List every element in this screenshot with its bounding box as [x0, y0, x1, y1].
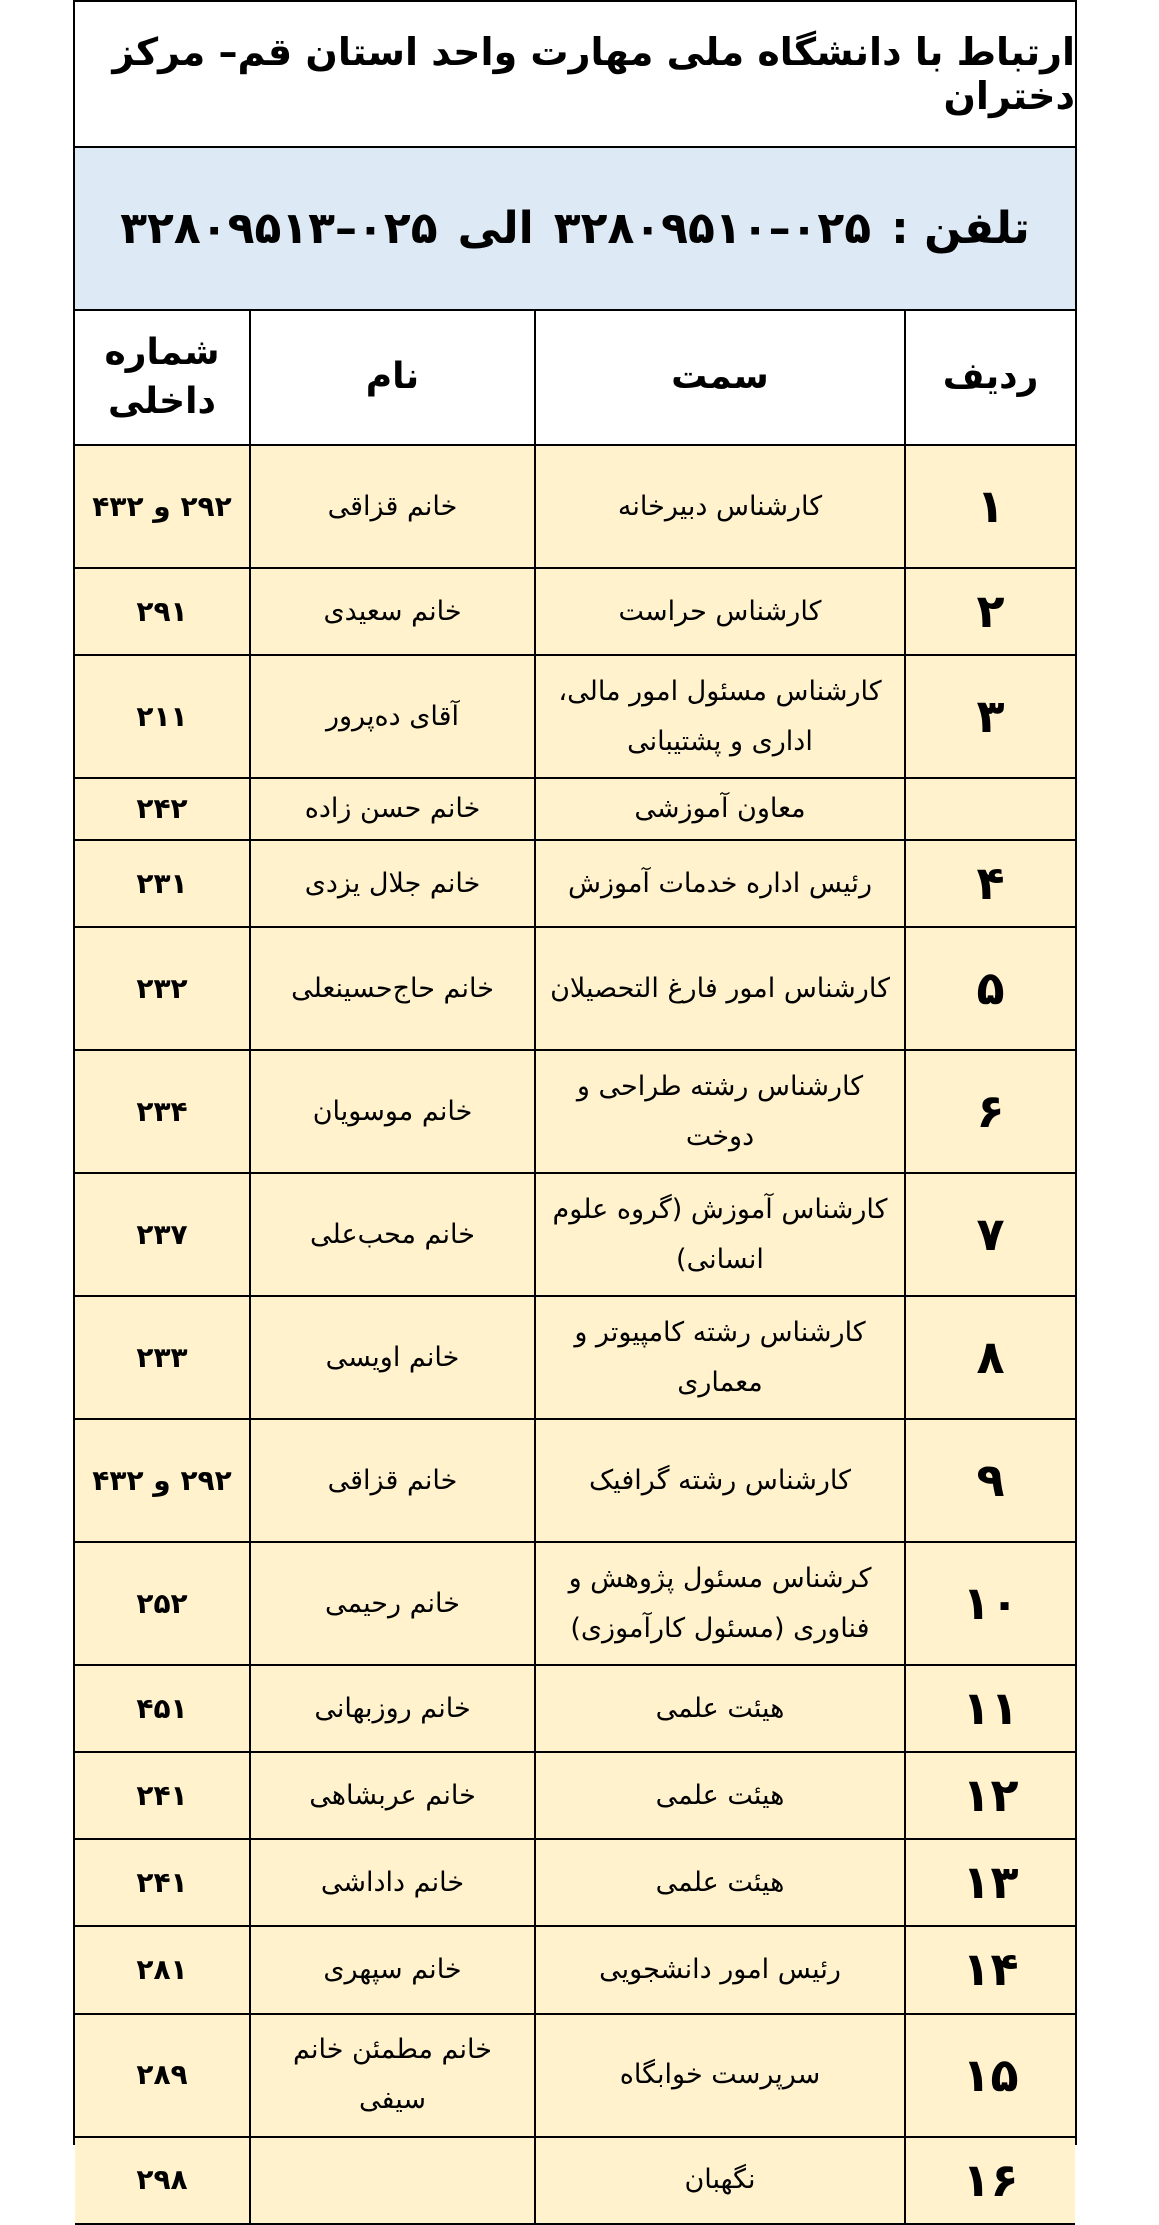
phone-from: ۰۲۵–۳۲۸۰۹۵۱۰ [553, 203, 872, 254]
row-name: خانم رحیمی [250, 1542, 535, 1665]
header-position: سمت [535, 311, 905, 445]
row-name: خانم حاج‌حسینعلی [250, 927, 535, 1050]
table-row [75, 568, 1075, 655]
row-position: کارشناس رشته گرافیک [535, 1419, 905, 1542]
row-name: خانم داداشی [250, 1839, 535, 1926]
row-extension: ۲۳۱ [75, 840, 250, 927]
row-number: ۱۰ [905, 1542, 1075, 1665]
table-row [75, 2014, 1075, 2137]
row-name: خانم اویسی [250, 1296, 535, 1419]
row-position: هیئت علمی [535, 1752, 905, 1839]
row-position: کارشناس امور فارغ التحصیلان [535, 927, 905, 1050]
row-name: خانم قزاقی [250, 1419, 535, 1542]
table-row [75, 655, 1075, 778]
row-extension: ۲۴۱ [75, 1752, 250, 1839]
table-row [75, 1050, 1075, 1173]
table-row [75, 840, 1075, 927]
phone-banner [75, 148, 1075, 311]
row-number: ۴ [905, 840, 1075, 927]
row-position: کارشناس آموزش (گروه علوم انسانی) [535, 1173, 905, 1296]
table-row [75, 1173, 1075, 1296]
row-extension: ۲۹۱ [75, 568, 250, 655]
contacts-table [75, 311, 1075, 2225]
row-position: کارشناس دبیرخانه [535, 445, 905, 568]
row-name: خانم محب‌علی [250, 1173, 535, 1296]
row-position: رئیس امور دانشجویی [535, 1926, 905, 2013]
row-position: رئیس اداره خدمات آموزش [535, 840, 905, 927]
row-extension: ۲۳۲ [75, 927, 250, 1050]
row-number: ۵ [905, 927, 1075, 1050]
row-name: خانم عربشاهی [250, 1752, 535, 1839]
row-number: ۱۳ [905, 1839, 1075, 1926]
row-extension: ۲۹۲ و ۴۳۲ [75, 445, 250, 568]
row-number: ۳ [905, 655, 1075, 778]
table-row [75, 1419, 1075, 1542]
table-row [75, 1752, 1075, 1839]
header-extension: شماره داخلی [75, 311, 250, 445]
row-number: ۱۵ [905, 2014, 1075, 2137]
row-number: ۱۴ [905, 1926, 1075, 2013]
row-number: ۲ [905, 568, 1075, 655]
row-name: خانم روزبهانی [250, 1665, 535, 1752]
row-position: کارشناس رشته طراحی و دوخت [535, 1050, 905, 1173]
row-extension: ۲۱۱ [75, 655, 250, 778]
row-number: ۹ [905, 1419, 1075, 1542]
row-number: ۷ [905, 1173, 1075, 1296]
row-position: سرپرست خوابگاه [535, 2014, 905, 2137]
row-position: کارشناس مسئول امور مالی، اداری و پشتیبانی [535, 655, 905, 778]
row-number: ۱۱ [905, 1665, 1075, 1752]
row-name: آقای ده‌پرور [250, 655, 535, 778]
table-row [75, 778, 1075, 840]
row-number: ۱ [905, 445, 1075, 568]
row-name: خانم سعیدی [250, 568, 535, 655]
row-extension: ۲۵۲ [75, 1542, 250, 1665]
row-extension: ۲۳۳ [75, 1296, 250, 1419]
row-position: کارشناس حراست [535, 568, 905, 655]
row-position: کرشناس مسئول پژوهش و فناوری (مسئول کارآموزی) [535, 1542, 905, 1665]
row-name [250, 2137, 535, 2224]
table-row [75, 1926, 1075, 2013]
row-position: کارشناس رشته کامپیوتر و معماری [535, 1296, 905, 1419]
row-extension: ۲۸۱ [75, 1926, 250, 2013]
row-extension: ۲۴۲ [75, 778, 250, 840]
row-number: ۶ [905, 1050, 1075, 1173]
row-extension: ۴۵۱ [75, 1665, 250, 1752]
row-number: ۸ [905, 1296, 1075, 1419]
table-row [75, 1296, 1075, 1419]
phone-to: ۰۲۵–۳۲۸۰۹۵۱۳ [120, 203, 438, 254]
row-name: خانم مطمئن خانم سیفی [250, 2014, 535, 2137]
row-number: ۱۶ [905, 2137, 1075, 2224]
row-number: ۱۲ [905, 1752, 1075, 1839]
row-position: هیئت علمی [535, 1665, 905, 1752]
page-title: ارتباط با دانشگاه ملی مهارت واحد استان قم– مرکز دختران [75, 2, 1075, 148]
table-header-row [75, 311, 1075, 445]
table-row [75, 1665, 1075, 1752]
row-number [905, 778, 1075, 840]
contact-sheet [73, 0, 1077, 2207]
row-extension: ۲۹۲ و ۴۳۲ [75, 1419, 250, 1542]
table-row [75, 2137, 1075, 2224]
row-extension: ۲۴۱ [75, 1839, 250, 1926]
row-extension: ۲۳۴ [75, 1050, 250, 1173]
phone-to-word: الی [457, 203, 534, 254]
row-name: خانم جلال یزدی [250, 840, 535, 927]
header-row-number: ردیف [905, 311, 1075, 445]
row-name: خانم سپهری [250, 1926, 535, 2013]
row-extension: ۲۳۷ [75, 1173, 250, 1296]
row-name: خانم قزاقی [250, 445, 535, 568]
row-extension: ۲۸۹ [75, 2014, 250, 2137]
row-position: نگهبان [535, 2137, 905, 2224]
row-name: خانم موسویان [250, 1050, 535, 1173]
row-extension: ۲۹۸ [75, 2137, 250, 2224]
table-row [75, 1542, 1075, 1665]
table-row [75, 927, 1075, 1050]
header-name: نام [250, 311, 535, 445]
phone-label: تلفن : [891, 203, 1030, 254]
row-position: هیئت علمی [535, 1839, 905, 1926]
table-row [75, 1839, 1075, 1926]
row-name: خانم حسن زاده [250, 778, 535, 840]
table-row [75, 445, 1075, 568]
row-position: معاون آموزشی [535, 778, 905, 840]
